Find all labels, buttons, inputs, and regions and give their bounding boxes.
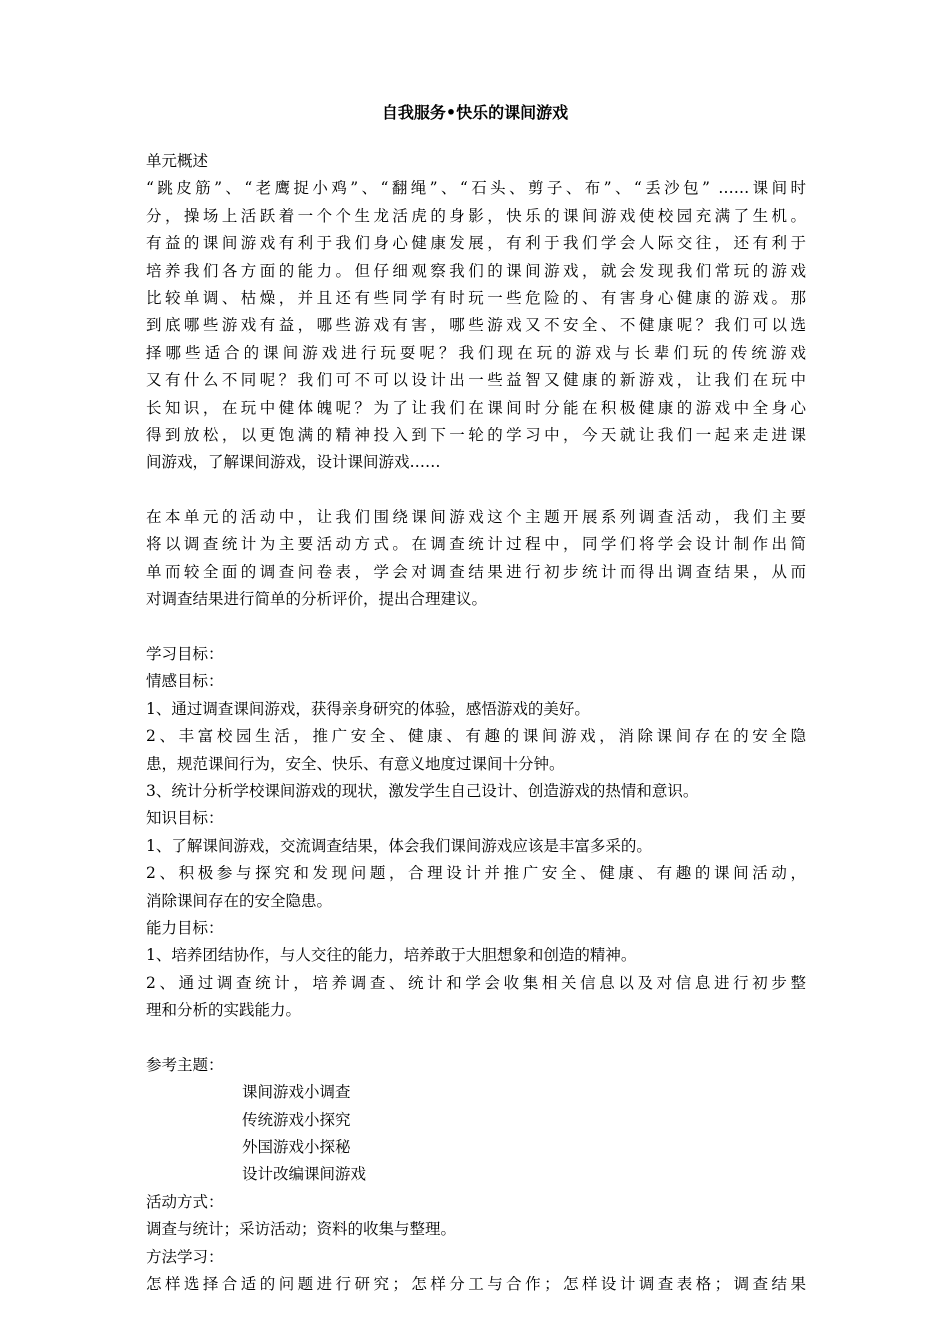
method-text: 调查与统计；采访活动；资料的收集与整理。 — [146, 1220, 457, 1239]
overview-line: 分，操场上活跃着一个个生龙活虎的身影，快乐的课间游戏使校园充满了生机。 — [146, 206, 806, 225]
overview-line: 比较单调、枯燥，并且还有些同学有时玩一些危险的、有害身心健康的游戏。那 — [146, 288, 806, 307]
knowledge-heading: 知识目标： — [146, 809, 224, 828]
activity-line: 将以调查统计为主要活动方式。在调查统计过程中，同学们将学会设计制作出简 — [146, 535, 806, 554]
blank-line — [146, 614, 806, 641]
overview-line: 长知识，在玩中健体魄呢？为了让我们在课间时分能在积极健康的游戏中全身心 — [146, 398, 806, 417]
emotion-line: 1、通过调查课间游戏，获得亲身研究的体验，感悟游戏的美好。 — [146, 699, 590, 718]
overview-line: 间游戏，了解课间游戏，设计课间游戏…… — [146, 453, 441, 472]
overview-line: 又有什么不同呢？我们可不可以设计出一些益智又健康的新游戏，让我们在玩中 — [146, 371, 806, 390]
method-heading: 活动方式： — [146, 1192, 224, 1211]
knowledge-line: 1、了解课间游戏，交流调查结果，体会我们课间游戏应该是丰富多采的。 — [146, 836, 652, 855]
overview-line: 得到放松，以更饱满的精神投入到下一轮的学习中，今天就让我们一起来走进课 — [146, 425, 806, 444]
topic-item: 外国游戏小探秘 — [242, 1138, 351, 1157]
learning-text: 怎样选择合适的问题进行研究；怎样分工与合作；怎样设计调查表格；调查结果 — [146, 1275, 806, 1294]
learning-heading: 方法学习： — [146, 1247, 224, 1266]
overview-line: 择哪些适合的课间游戏进行玩耍呢？我们现在玩的游戏与长辈们玩的传统游戏 — [146, 343, 806, 362]
overview-line: 到底哪些游戏有益，哪些游戏有害，哪些游戏又不安全、不健康呢？我们可以选 — [146, 316, 806, 335]
activity-line: 在本单元的活动中，让我们围绕课间游戏这个主题开展系列调查活动，我们主要 — [146, 508, 806, 527]
emotion-line: 患，规范课间行为，安全、快乐、有意义地度过课间十分钟。 — [146, 754, 565, 773]
ability-line: 理和分析的实践能力。 — [146, 1001, 302, 1020]
goals-heading: 学习目标： — [146, 645, 224, 664]
blank-line — [146, 477, 806, 504]
overview-heading: 单元概述 — [146, 152, 209, 170]
activity-line: 对调查结果进行简单的分析评价，提出合理建议。 — [146, 590, 488, 609]
knowledge-line: 2、积极参与探究和发现问题，合理设计并推广安全、健康、有趣的课间活动， — [146, 864, 806, 883]
emotion-heading: 情感目标： — [146, 672, 224, 691]
activity-line: 单而较全面的调查问卷表，学会对调查结果进行初步统计而得出调查结果，从而 — [146, 562, 806, 581]
topic-item: 课间游戏小调查 — [242, 1083, 351, 1102]
overview-line: 培养我们各方面的能力。但仔细观察我们的课间游戏，就会发现我们常玩的游戏 — [146, 261, 806, 280]
document-title: 自我服务•快乐的课间游戏 — [381, 103, 569, 122]
ability-line: 1、培养团结协作，与人交往的能力，培养敢于大胆想象和创造的精神。 — [146, 946, 637, 965]
document-body — [146, 148, 806, 1298]
emotion-line: 3、统计分析学校课间游戏的现状，激发学生自己设计、创造游戏的热情和意识。 — [146, 781, 699, 800]
knowledge-line: 消除课间存在的安全隐患。 — [146, 891, 333, 910]
blank-line — [146, 1025, 806, 1052]
topic-item: 设计改编课间游戏 — [242, 1165, 367, 1184]
overview-line: “跳皮筋”、“老鹰捉小鸡”、“翻绳”、“石头、剪子、布”、“丢沙包” ……课间时 — [146, 179, 806, 198]
ability-heading: 能力目标： — [146, 918, 224, 937]
ability-line: 2、通过调查统计，培养调查、统计和学会收集相关信息以及对信息进行初步整 — [146, 973, 806, 992]
topic-item: 传统游戏小探究 — [242, 1110, 351, 1129]
topics-heading: 参考主题： — [146, 1055, 224, 1074]
overview-line: 有益的课间游戏有利于我们身心健康发展，有利于我们学会人际交往，还有利于 — [146, 234, 806, 253]
emotion-line: 2、丰富校园生活，推广安全、健康、有趣的课间游戏，消除课间存在的安全隐 — [146, 727, 806, 746]
